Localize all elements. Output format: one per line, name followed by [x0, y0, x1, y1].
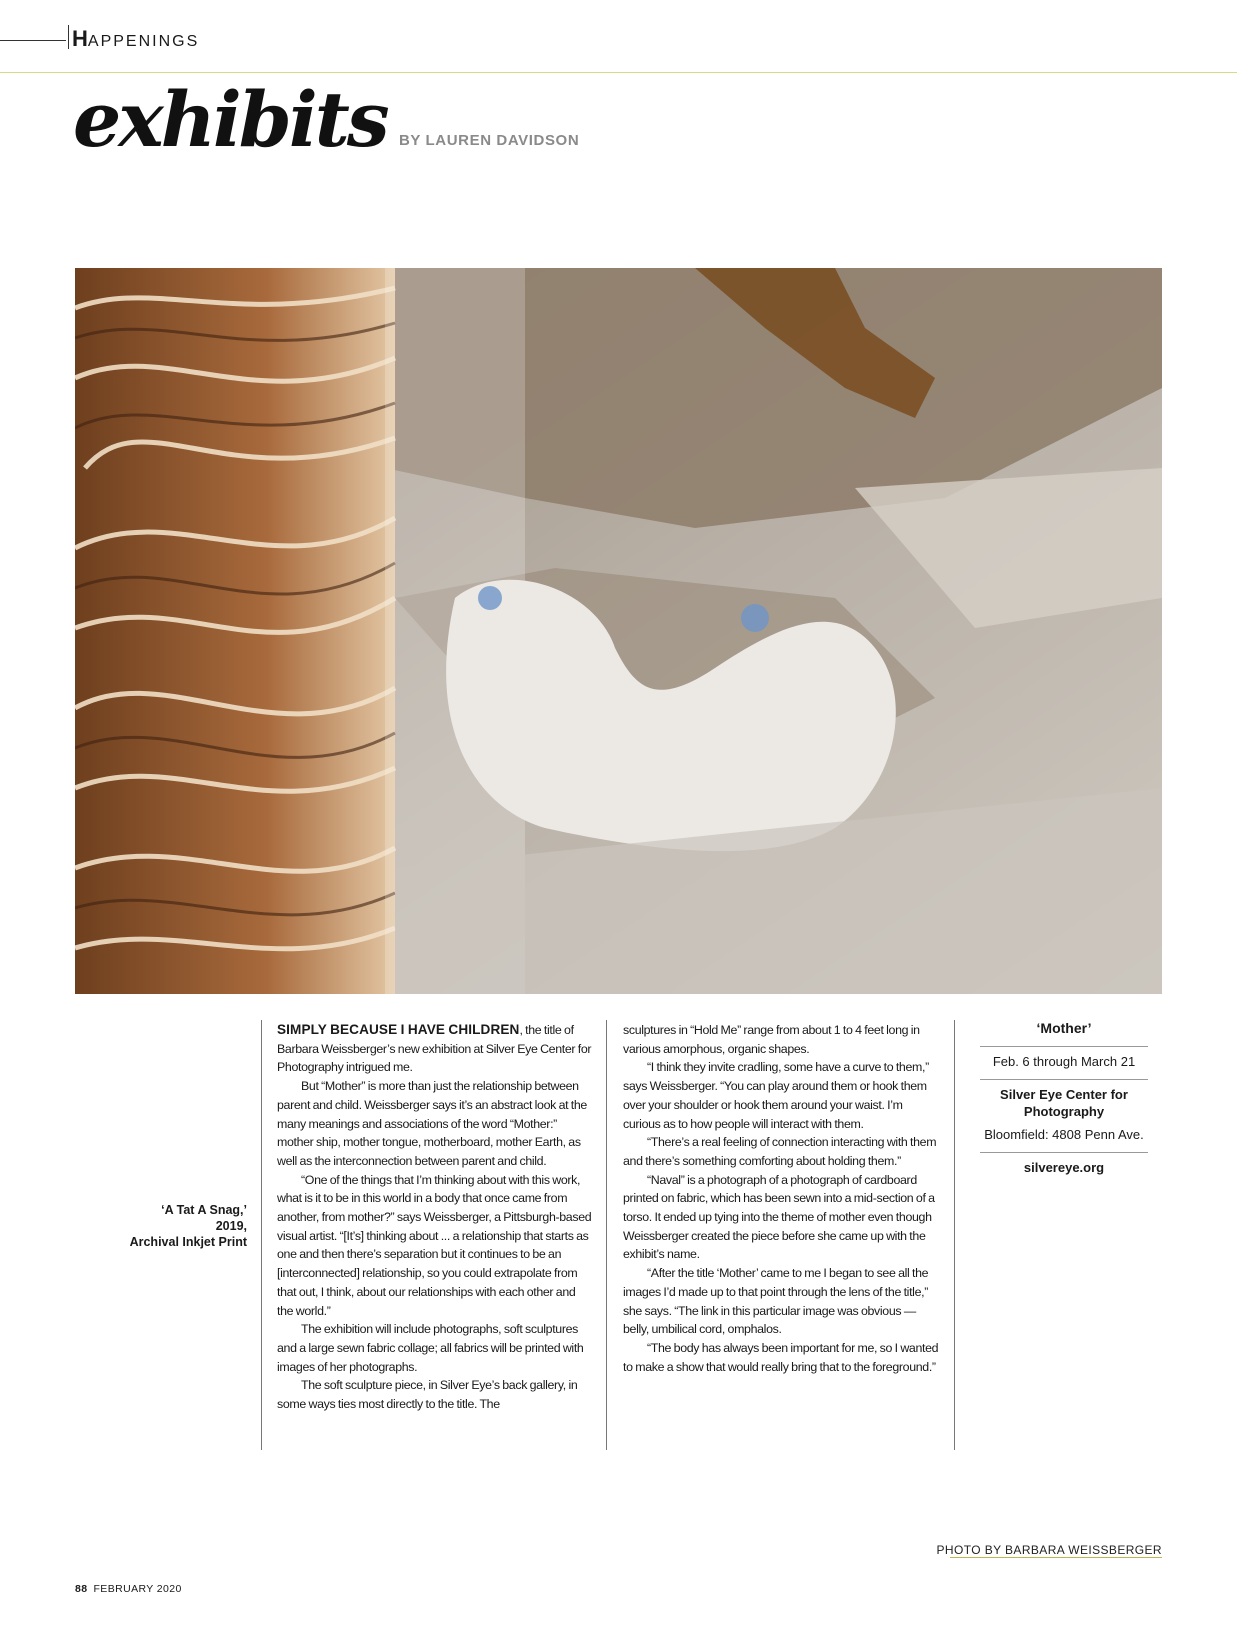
caption-line: 2019, — [215, 1219, 247, 1233]
column-rule — [261, 1020, 262, 1450]
article-paragraph: “After the title ‘Mother’ came to me I began to see all the images I’d made up to that point through the lens of the title,” she says. “The link in this particular image was obvious — belly, umbilical cord, omphalos. — [623, 1266, 929, 1337]
header-tick — [68, 25, 69, 49]
caption-line: Archival Inkjet Print — [129, 1235, 247, 1249]
article-paragraph: The soft sculpture piece, in Silver Eye’s back gallery, in some ways ties most directly to the title. The — [277, 1378, 578, 1412]
exhibit-address: Bloomfield: 4808 Penn Ave. — [984, 1127, 1144, 1142]
column-rule — [606, 1020, 607, 1450]
article-paragraph: “Naval” is a photograph of a photograph of cardboard printed on fabric, which has been sewn into a mid-section of a torso. It ended up tying into the theme of mother even though Weissberger created the piece before she came up with the exhibit’s name. — [623, 1172, 935, 1262]
exhibit-venue: Silver Eye Center for Photography — [1000, 1087, 1128, 1119]
sidebar-rule — [980, 1152, 1148, 1153]
section-initial: H — [72, 26, 88, 51]
article-column-1 — [277, 1021, 593, 1414]
article-paragraph: The exhibition will include photographs, soft sculptures and a large sewn fabric collage; all fabrics will be printed with images of her photographs. — [277, 1322, 584, 1374]
page-title: exhibits — [73, 75, 387, 164]
sidebar-rule — [980, 1079, 1148, 1080]
blue-mark-left — [478, 586, 502, 610]
feature-photo-art — [75, 268, 1162, 994]
photo-caption — [95, 1202, 247, 1250]
article-column-2 — [623, 1021, 941, 1376]
issue-date: FEBRUARY 2020 — [93, 1583, 182, 1595]
article-lead-text: , the title of Barbara Weissberger’s new exhibition at Silver Eye Center for Photography intrigued me. — [277, 1023, 592, 1075]
section-rest: APPENINGS — [87, 33, 200, 50]
article-paragraph: sculptures in “Hold Me” range from about 1 to 4 feet long in various amorphous, organic shapes. — [623, 1023, 920, 1056]
blue-mark-right — [741, 604, 769, 632]
page-number: 88 — [75, 1583, 88, 1595]
header-rule — [0, 40, 66, 41]
article-paragraph: “I think they invite cradling, some have a curve to them,” says Weissberger. “You can play around them or hook them over your shoulder or hook them around your waist. I’m curious as to how people will interact with them. — [623, 1060, 929, 1131]
section-label — [72, 26, 199, 52]
exhibit-title: ‘Mother’ — [1036, 1020, 1092, 1036]
exhibit-dates: Feb. 6 through March 21 — [992, 1054, 1136, 1069]
article-paragraph: “There’s a real feeling of connection interacting with them and there’s something comforting about holding them.” — [623, 1135, 937, 1168]
byline: BY LAUREN DAVIDSON — [399, 132, 580, 149]
exhibit-website-link[interactable]: silvereye.org — [1023, 1160, 1105, 1175]
article-paragraph: “One of the things that I’m thinking about with this work, what is it to be in this world in a body that once came from another, from mother?” says Weissberger, a Pittsburgh-based visual artist. “[It’s] thinking about ... a relationship that starts as one and then there’s separation but it continues to be an [interconnected] relationship, so you could extrapolate from that out, I think, about our relationships with each other and the world.” — [277, 1172, 592, 1318]
sidebar-rule — [980, 1046, 1148, 1047]
credit-rule — [950, 1557, 1162, 1558]
caption-line: ‘A Tat A Snag,’ — [161, 1203, 247, 1217]
exhibit-info-sidebar — [980, 1020, 1148, 1182]
column-rule — [954, 1020, 955, 1450]
photo-credit: PHOTO BY BARBARA WEISSBERGER — [936, 1543, 1162, 1557]
article-paragraph: “The body has always been important for me, so I wanted to make a show that would really bring that to the foreground.” — [623, 1340, 939, 1374]
page-footer — [75, 1583, 182, 1595]
article-lead: SIMPLY BECAUSE I HAVE CHILDREN — [277, 1022, 520, 1037]
article-paragraph: But “Mother” is more than just the relationship between parent and child. Weissberger says it’s an abstract look at the many meanings and associations of the word “Mother:” mother ship, mother tongue, motherboard, mother Earth, as well as the interconnection between parent and child. — [277, 1079, 587, 1168]
feature-photo — [75, 268, 1162, 994]
article-paragraph — [277, 1021, 593, 1077]
